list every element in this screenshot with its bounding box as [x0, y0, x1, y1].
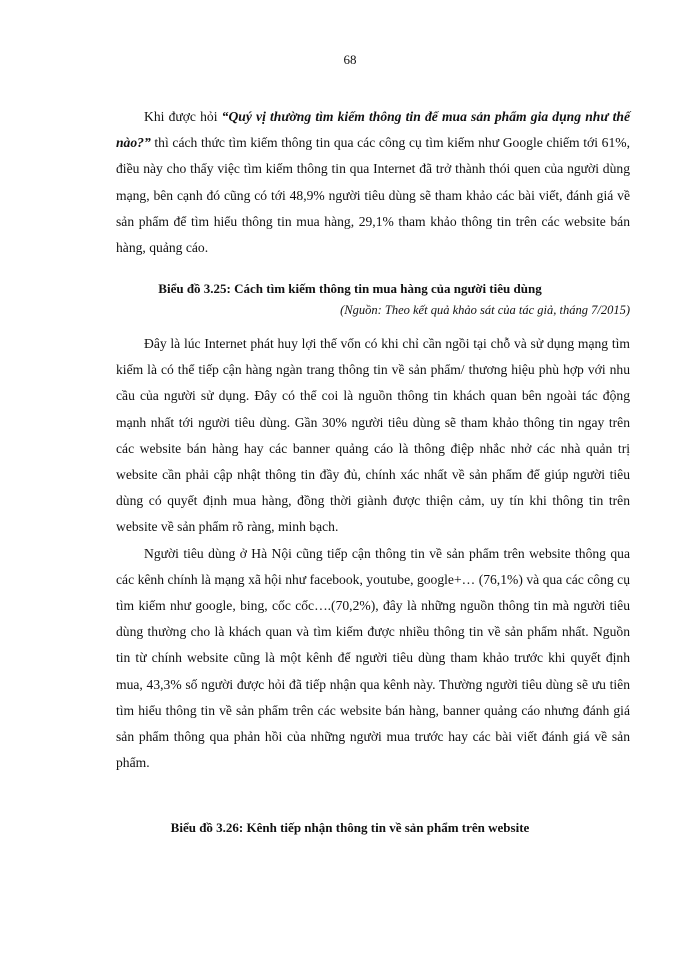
body-text-top — [116, 104, 630, 261]
page-number: 68 — [343, 52, 357, 67]
figure-caption-3-25: Biểu đồ 3.25: Cách tìm kiếm thông tin mua hàng của người tiêu dùng — [158, 281, 542, 296]
figure-source: (Nguồn: Theo kết quả khảo sát của tác giả, tháng 7/2015) — [340, 303, 630, 317]
paragraph-rest: thì cách thức tìm kiếm thông tin qua các công cụ tìm kiếm như Google chiếm tới 61%, điều này cho thấy việc tìm kiếm thông tin qua Internet đã trở thành thói quen của người dùng mạng, bên cạnh đó cũng có tới 48,9% người tiêu dùng sẽ tham khảo các bài viết, đánh giá về sản phẩm để tìm hiểu thông tin mua hàng, 29,1% tham khảo thông tin trên các website bán hàng, quảng cáo. — [116, 135, 630, 256]
figure-caption-3-26: Biểu đồ 3.26: Kênh tiếp nhận thông tin về sản phẩm trên website — [170, 820, 530, 835]
paragraph-survey-question — [116, 104, 630, 261]
survey-question: “Quý vị thường tìm kiếm thông tin để mua sản phẩm gia dụng như thế nào?” — [116, 109, 631, 151]
paragraph-hanoi-consumers: Người tiêu dùng ở Hà Nội cũng tiếp cận thông tin về sản phẩm trên website thông qua các kênh chính là mạng xã hội như facebook, youtube, google+… (76,1%) và qua các công cụ tìm kiếm như google, bing, cốc cốc….(70,2%), đây là những nguồn thông tin mà người tiêu dùng thường cho là khách quan và tìm kiếm được nhiều thông tin về sản phẩm nhất. Nguồn tin từ chính website cũng là một kênh để người tiêu dùng tham khảo trước khi quyết định mua, 43,3% số người được hỏi đã tiếp nhận qua kênh này. Thường người tiêu dùng sẽ ưu tiên tìm hiểu thông tin về sản phẩm trên các website bán hàng, banner quảng cáo nhưng đánh giá sản phẩm thông qua phản hồi của những người mua trước hay các bài viết đánh giá về sản phẩm. — [116, 545, 630, 771]
paragraph-internet: Đây là lúc Internet phát huy lợi thế vốn có khi chỉ cần ngồi tại chỗ và sử dụng mạng tìm kiếm là có thể tiếp cận hàng ngàn trang thông tin về sản phẩm/ thương hiệu phù hợp với nhu cầu của người sử dụng. Đây có thể coi là nguồn thông tin khách quan bên ngoài tác động mạnh nhất tới người tiêu dùng. Gần 30% người tiêu dùng sẽ tham khảo thông tin ngay trên các website bán hàng hay các banner quảng cáo là thông điệp nhắc nhở các nhà quản trị website cần phải cập nhật thông tin đầy đủ, chính xác nhất về sản phẩm để giúp người tiêu dùng có quyết định mua hàng, đồng thời giành được thiện cảm, uy tín khi thông tin trên website về sản phẩm rõ ràng, minh bạch. — [116, 336, 630, 535]
paragraph-lead: Khi được hỏi — [144, 109, 222, 124]
body-text-middle — [116, 331, 630, 776]
